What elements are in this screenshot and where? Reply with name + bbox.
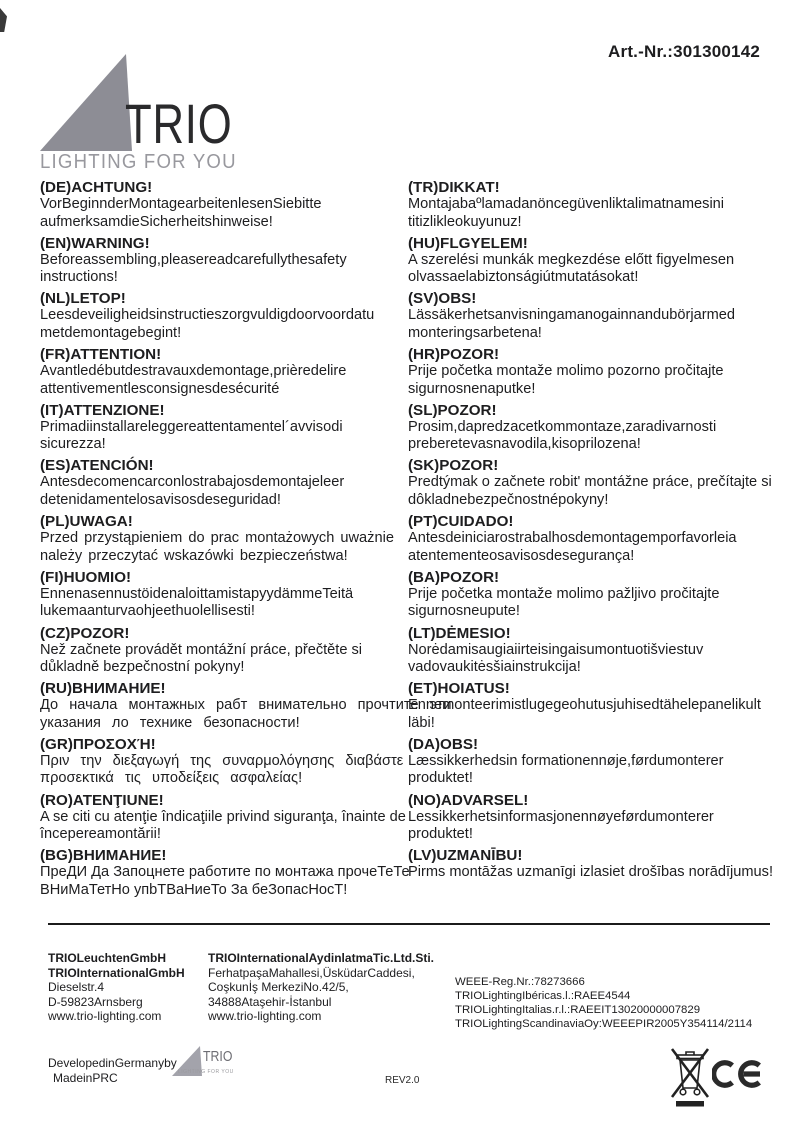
footer-line: TRIOLightingScandinaviaOy:WEEEPIR2005Y354114/2114 xyxy=(455,1018,753,1030)
article-number: Art.-Nr.:301300142 xyxy=(608,42,760,61)
warning-text-line: vadovaukitėsšiainstrukcija! xyxy=(408,659,581,676)
warning-text-line: Lessikkerhetsinformasjonennøyeførdumonterer xyxy=(408,808,714,825)
warning-text-line: Prosim,dapredzacetkommontaze,zaradivarnosti xyxy=(408,418,717,435)
footer-line: www.trio-lighting.com xyxy=(208,1009,322,1024)
warning-right-8 xyxy=(408,625,780,677)
warning-text-line: należy przeczytać wskazówki bezpieczeństwa! xyxy=(40,547,348,564)
warning-text-line: Ennemonteerimistlugegeohutusjuhisedtähelepanelikult xyxy=(408,697,761,714)
warning-text-line: Avantledébutdestravauxdemontage,prièredelire xyxy=(40,363,347,380)
warning-text-line: До начала монтажных рабт внимательно прочтите эти xyxy=(40,697,452,714)
warning-text-line: începereamontării! xyxy=(40,826,161,843)
warning-title: (SK)POZOR! xyxy=(408,457,499,475)
warning-right-0 xyxy=(408,179,780,231)
warning-text-line: olvassaelabiztonságiútmutatásokat! xyxy=(408,269,639,286)
warning-left-3 xyxy=(40,346,408,398)
warning-text-line: Læssikkerhedsin formationennøje,førdumonterer xyxy=(408,752,724,769)
warning-text-line: instructions! xyxy=(40,269,118,286)
warning-text-line: titizlikleokuyunuz! xyxy=(408,213,522,230)
footer-divider xyxy=(48,923,770,925)
trio-logo-brand: TRIO xyxy=(125,92,233,155)
warning-right-7 xyxy=(408,569,780,621)
footer-line: Coşkunİş MerkeziNo.42/5, xyxy=(208,980,349,995)
warning-title: (IT)ATTENZIONE! xyxy=(40,401,165,419)
footer-block-germany-address xyxy=(48,951,185,1024)
origin-line: MadeinPRC xyxy=(53,1071,118,1085)
warning-right-5 xyxy=(408,457,780,509)
footer-line: TRIOInternationalGmbH xyxy=(48,965,185,980)
warning-text-line: důkladně bezpečnostní pokyny! xyxy=(40,659,245,676)
warning-title: (LV)UZMANĪBU! xyxy=(408,847,523,865)
warning-text-line: läbi! xyxy=(408,714,435,731)
footer-line: TRIOInternationalAydinlatmaTic.Ltd.Sti. xyxy=(208,951,435,965)
scan-edge-artifact xyxy=(0,8,7,32)
trio-mini-logo-brand: TRIO xyxy=(203,1048,233,1065)
warning-title: (ES)ATENCIÓN! xyxy=(40,457,154,475)
warning-title: (GR)ΠΡΟΣΟΧΉ! xyxy=(40,735,156,753)
warning-text-line: указания ло технике безопасности! xyxy=(40,714,300,731)
warning-title: (BG)ВНИМАНИЕ! xyxy=(40,847,167,865)
warning-title: (NL)LETOP! xyxy=(40,290,126,308)
warning-text-line: Πριν την διεξαγωγή της συναρμολόγησης διαβάστε xyxy=(40,752,404,769)
warning-left-8 xyxy=(40,625,408,677)
warning-left-10 xyxy=(40,736,408,788)
warning-right-9 xyxy=(408,680,780,732)
warning-right-2 xyxy=(408,290,780,342)
warning-right-10 xyxy=(408,736,780,788)
warning-right-4 xyxy=(408,402,780,454)
warning-text-line: lukemaanturvaohjeethuolellisesti! xyxy=(40,603,255,620)
warning-text-line: preberetevasnavodila,kisoprilozena! xyxy=(408,436,641,453)
footer-line: www.trio-lighting.com xyxy=(48,1009,162,1024)
warning-text-line: Než začnete provádět montážní práce, přečtěte si xyxy=(40,641,363,658)
footer-line: TRIOLightingIbéricas.l.:RAEE4544 xyxy=(455,990,631,1002)
warning-text-line: sigurnosneupute! xyxy=(408,603,520,620)
warning-text-line: Predtýmak o začnete robit' montážne práce, prečítajte si xyxy=(408,474,772,491)
warning-title: (RU)ВНИМАНИЕ! xyxy=(40,680,166,698)
warning-text-line: A szerelési munkák megkezdése előtt figyelmesen xyxy=(408,251,735,268)
warning-title: (SV)OBS! xyxy=(408,290,477,308)
warning-text-line: Norėdamisaugiaiirteisingaisumontuotišviestuv xyxy=(408,641,704,658)
warning-text-line: produktet! xyxy=(408,770,473,787)
warning-title: (PL)UWAGA! xyxy=(40,513,133,531)
origin-line: DevelopedinGermanyby xyxy=(48,1056,177,1070)
revision-label: REV2.0 xyxy=(385,1075,420,1086)
warning-text-line: Przed przystąpieniem do prac montażowych uważnie xyxy=(40,530,394,547)
warning-text-line: Lässäkerhetsanvisningamanogainnandubörjarmed xyxy=(408,307,735,324)
warning-text-line: ПреДИ Да Запоцнете работите по монтажа прочеТеТе xyxy=(40,864,410,881)
warning-left-12 xyxy=(40,847,408,899)
warning-left-11 xyxy=(40,792,408,844)
warning-title: (FR)ATTENTION! xyxy=(40,346,162,364)
warning-text-line: Antesdeiniciarostrabalhosdemontagemporfavorleia xyxy=(408,530,737,547)
warning-text-line: produktet! xyxy=(408,826,473,843)
warning-text-line: Leesdeveiligheidsinstructieszorgvuldigdoorvoordatu xyxy=(40,307,375,324)
warning-text-line: sigurnosnenaputke! xyxy=(408,380,536,397)
warning-text-line: Beforeassembling,pleasereadcarefullythesafety xyxy=(40,251,347,268)
warning-text-line: EnnenasennustöidenaloittamistapyydämmeTeitä xyxy=(40,585,354,602)
warning-title: (NO)ADVARSEL! xyxy=(408,791,529,809)
warning-text-line: monteringsarbetena! xyxy=(408,324,542,341)
warning-title: (PT)CUIDADO! xyxy=(408,513,514,531)
warning-left-7 xyxy=(40,569,408,621)
warning-title: (TR)DIKKAT! xyxy=(408,179,500,196)
footer-block-weee-registrations xyxy=(455,975,752,1031)
warning-text-line: ВНиМаТетНо упbТВаНиеТо За беЗопасНосТ! xyxy=(40,881,348,898)
warning-left-6 xyxy=(40,513,408,565)
warning-title: (DA)OBS! xyxy=(408,735,479,753)
warning-text-line: VorBeginnderMontagearbeitenlesenSiebitte xyxy=(40,196,322,212)
warning-text-line: Montajabaºlamadanöncegüvenliktalimatnamesini xyxy=(408,196,725,212)
warning-text-line: Primadiinstallareleggereattentamentel´avvisodi xyxy=(40,418,343,435)
warning-right-3 xyxy=(408,346,780,398)
warning-text-line: sicurezza! xyxy=(40,436,106,453)
footer-line: WEEE-Reg.Nr.:78273666 xyxy=(455,976,585,988)
warning-left-2 xyxy=(40,290,408,342)
warning-title: (RO)ATENŢIUNE! xyxy=(40,791,164,809)
footer-line: FerhatpaşaMahallesi,ÜsküdarCaddesi, xyxy=(208,965,415,980)
warning-text-line: attentivementlesconsignesdesécurité xyxy=(40,380,280,397)
footer-line: TRIOLeuchtenGmbH xyxy=(48,951,167,965)
warning-text-line: detenidamentelosavisosdeseguridad! xyxy=(40,492,281,509)
warning-title: (DE)ACHTUNG! xyxy=(40,179,153,196)
warning-title: (SL)POZOR! xyxy=(408,401,497,419)
warnings-grid xyxy=(40,179,780,903)
origin-note xyxy=(48,1056,177,1086)
warning-left-5 xyxy=(40,457,408,509)
warning-text-line: προσεκτικά τις υποδείξεις ασφαλείας! xyxy=(40,770,303,787)
warning-text-line: Pirms montāžas uzmanīgi izlasiet drošības norādījumus! xyxy=(408,864,773,881)
warning-text-line: Antesdecomencarconlostrabajosdemontajeleer xyxy=(40,474,345,491)
warning-text-line: atentementeosavisosdesegurança! xyxy=(408,547,635,564)
warning-title: (HU)FLGYELEM! xyxy=(408,234,528,252)
footer-block-turkey-address xyxy=(208,951,434,1024)
trio-logo-triangle-icon xyxy=(40,54,132,151)
trio-mini-logo-tagline: LIGHTING FOR YOU xyxy=(178,1069,234,1075)
footer-line: 34888Ataşehir-İstanbul xyxy=(208,994,332,1009)
warning-title: (EN)WARNING! xyxy=(40,234,150,252)
warning-right-11 xyxy=(408,792,780,844)
footer-addresses xyxy=(48,951,770,1051)
warning-right-12 xyxy=(408,847,780,899)
warning-text-line: Prije početka montaže molimo pažljivo pročitajte xyxy=(408,585,720,602)
warning-right-6 xyxy=(408,513,780,565)
ce-mark-icon xyxy=(712,1056,766,1092)
warning-right-1 xyxy=(408,235,780,287)
warning-title: (FI)HUOMIO! xyxy=(40,568,132,586)
trio-logo-tagline: LIGHTING FOR YOU xyxy=(40,151,237,173)
warning-title: (ET)HOIATUS! xyxy=(408,680,510,698)
warning-title: (HR)POZOR! xyxy=(408,346,500,364)
warning-left-4 xyxy=(40,402,408,454)
warning-left-1 xyxy=(40,235,408,287)
footer-line: Dieselstr.4 xyxy=(48,980,105,995)
footer-line: TRIOLightingItalias.r.l.:RAEEIT13020000007829 xyxy=(455,1004,701,1016)
warning-text-line: dôkladnebezpečnostnépokyny! xyxy=(408,492,609,509)
footer-line: D-59823Arnsberg xyxy=(48,994,143,1009)
warning-text-line: aufmerksamdieSicherheitshinweise! xyxy=(40,213,273,230)
warning-text-line: Prije početka montaže molimo pozorno pročitajte xyxy=(408,363,724,380)
warning-title: (LT)DĖMESIO! xyxy=(408,624,511,642)
weee-crossed-out-bin-icon xyxy=(670,1046,710,1108)
warning-left-0 xyxy=(40,179,408,231)
warning-title: (CZ)POZOR! xyxy=(40,624,130,642)
warning-title: (BA)POZOR! xyxy=(408,568,500,586)
warning-text-line: metdemontagebegint! xyxy=(40,324,182,341)
warning-text-line: A se citi cu atenţie îndicaţiile privind siguranţa, înainte de xyxy=(40,808,406,825)
